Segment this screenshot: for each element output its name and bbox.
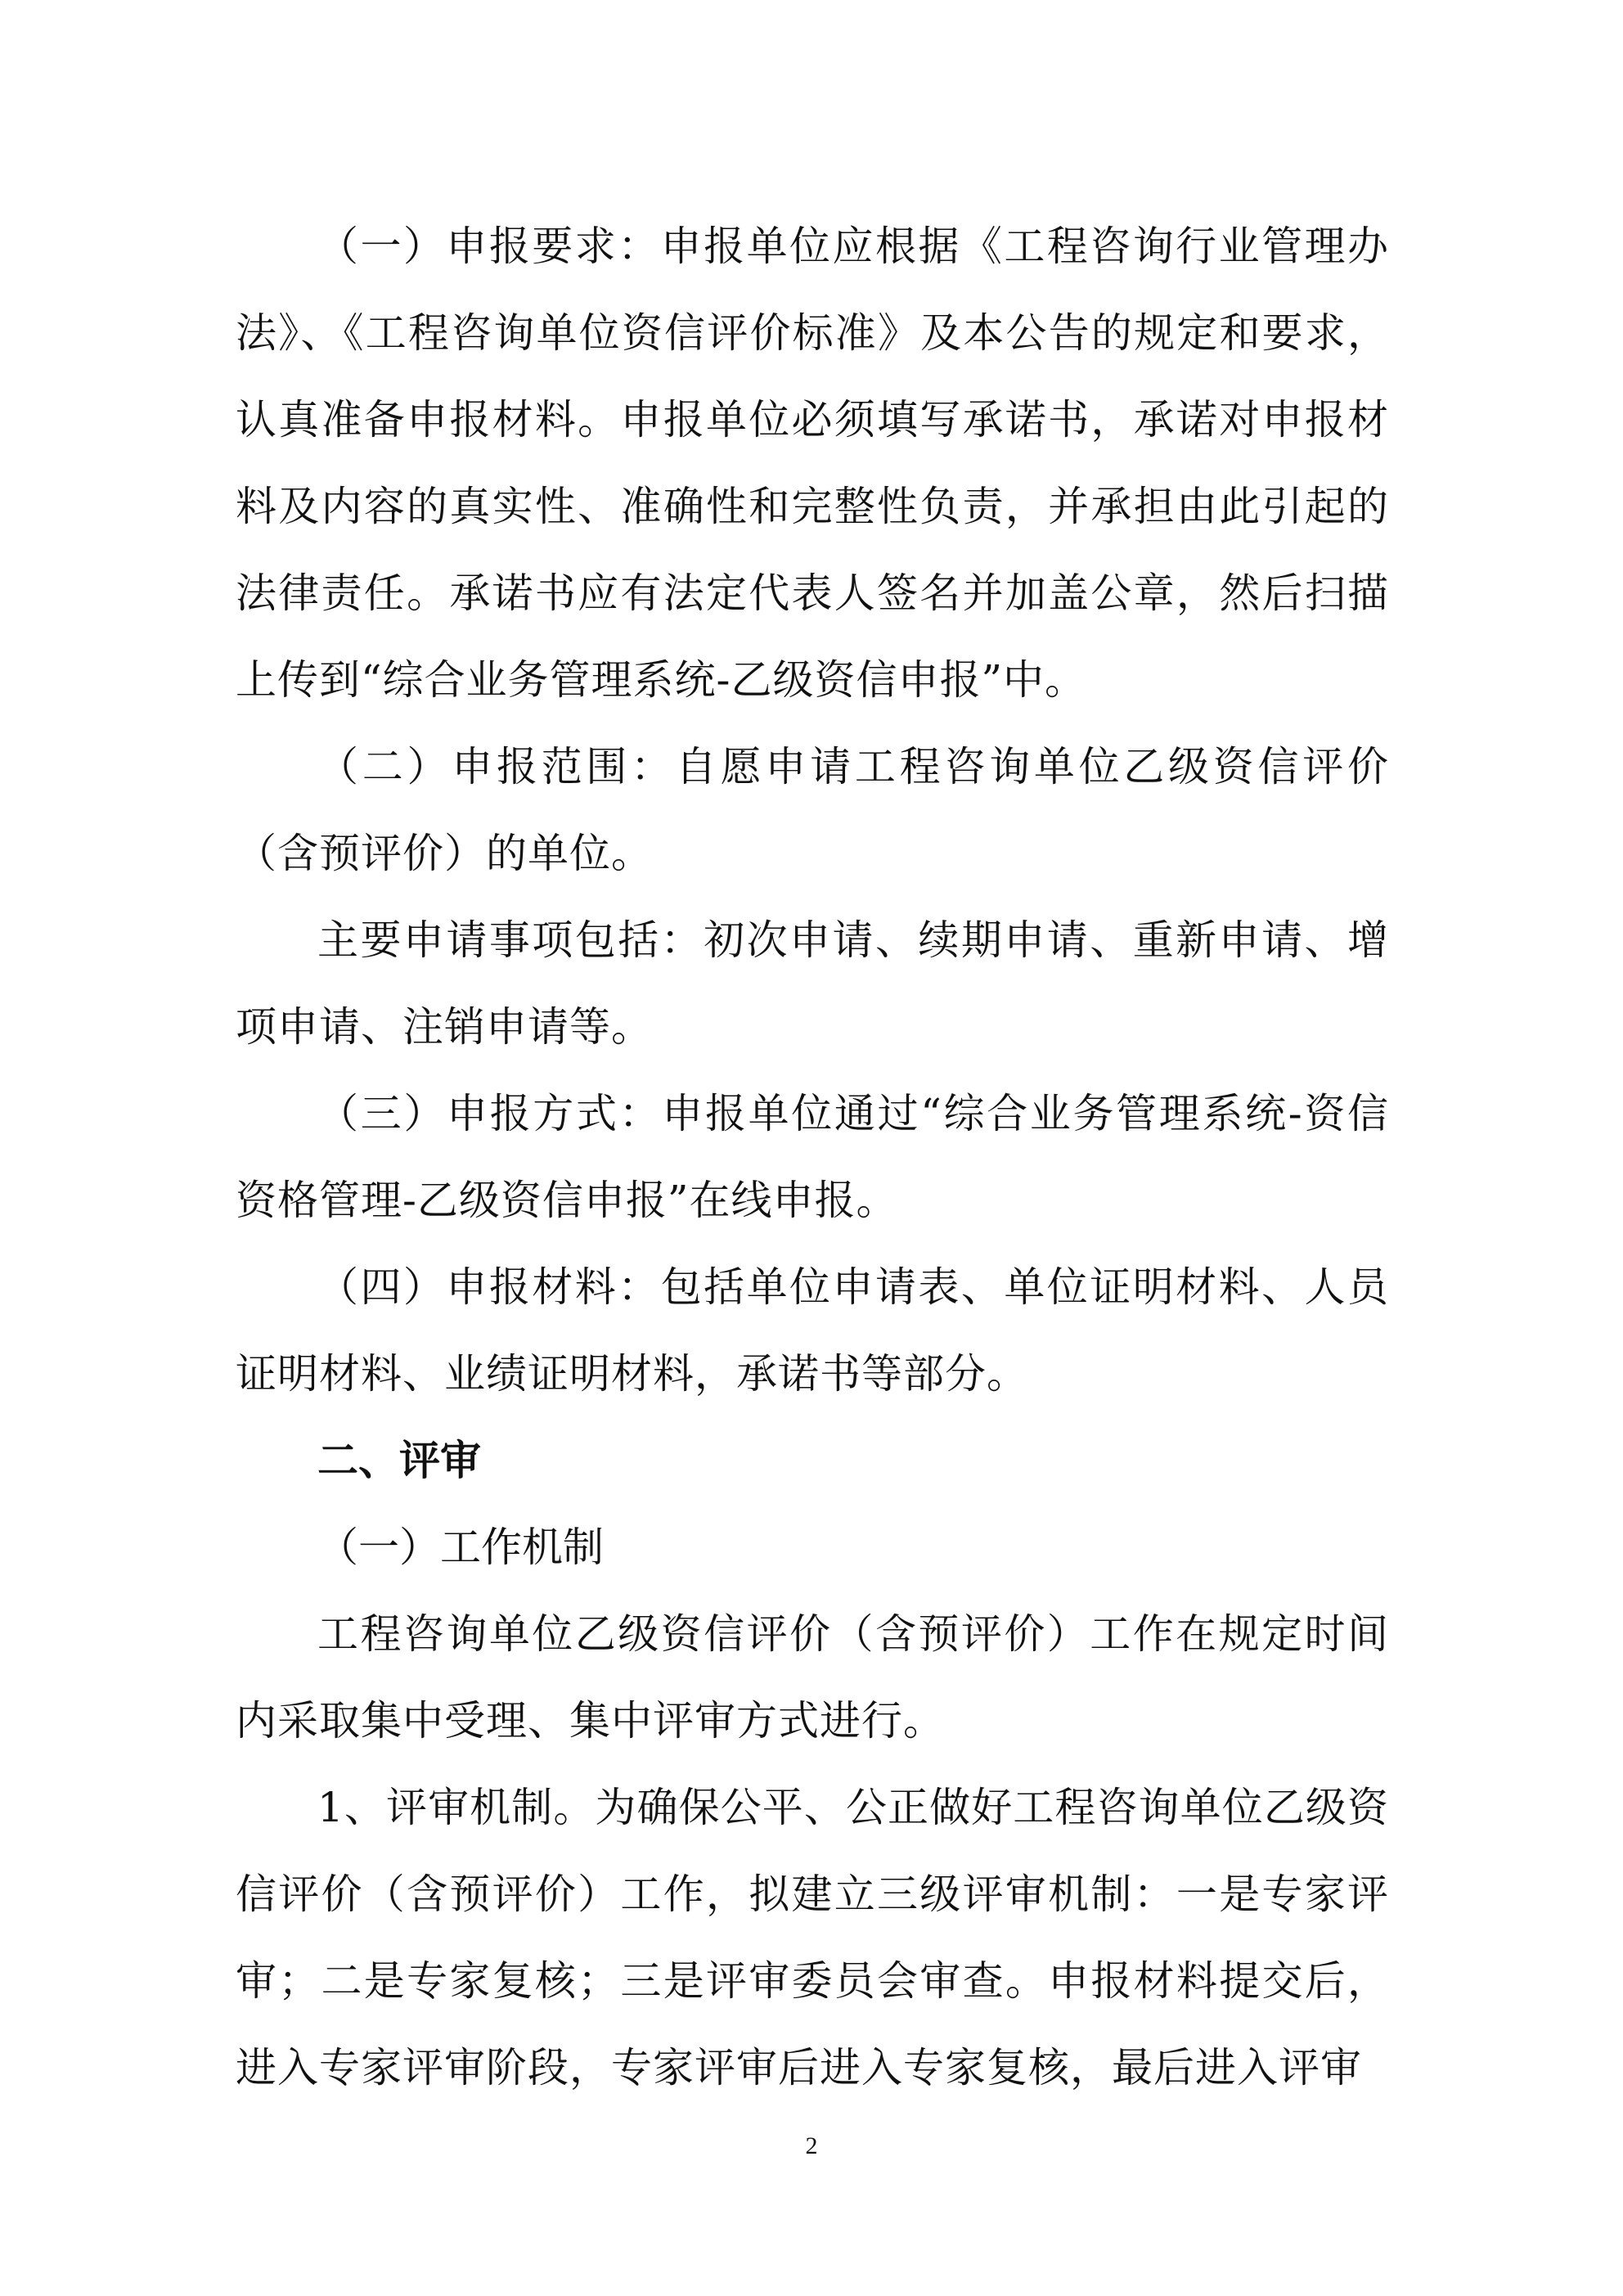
paragraph-application-materials: （四）申报材料：包括单位申请表、单位证明材料、人员证明材料、业绩证明材料，承诺书等部分。 — [236, 1263, 1389, 1398]
paragraph-review-mechanism: 1、评审机制。为确保公平、公正做好工程咨询单位乙级资信评价（含预评价）工作，拟建立三级评审机制：一是专家评审；二是专家复核；三是评审委员会审查。申报材料提交后，进入专家评审阶段，专家评审后进入专家复核，最后进入评审 — [236, 1784, 1389, 2091]
paragraph-application-requirements: （一）申报要求：申报单位应根据《工程咨询行业管理办法》、《工程咨询单位资信评价标准》及本公告的规定和要求，认真准备申报材料。申报单位必须填写承诺书，承诺对申报材料及内容的真实性、准确性和完整性负责，并承担由此引起的法律责任。承诺书应有法定代表人签名并加盖公章，然后扫描上传到“综合业务管理系统-乙级资信申报”中。 — [236, 223, 1389, 704]
paragraph-work-mechanism: 工程咨询单位乙级资信评价（含预评价）工作在规定时间内采取集中受理、集中评审方式进行。 — [236, 1610, 1389, 1745]
paragraph-application-items: 主要申请事项包括：初次申请、续期申请、重新申请、增项申请、注销申请等。 — [236, 916, 1389, 1051]
section-heading-review: 二、评审 — [317, 1437, 481, 1484]
subsection-heading-mechanism: （一）工作机制 — [317, 1524, 604, 1571]
document-body — [236, 203, 1389, 2111]
paragraph-application-scope: （二）申报范围：自愿申请工程咨询单位乙级资信评价（含预评价）的单位。 — [236, 743, 1389, 877]
paragraph-application-method: （三）申报方式：申报单位通过“综合业务管理系统-资信资格管理-乙级资信申报”在线申报。 — [236, 1090, 1389, 1224]
page-number: 2 — [805, 2132, 818, 2159]
